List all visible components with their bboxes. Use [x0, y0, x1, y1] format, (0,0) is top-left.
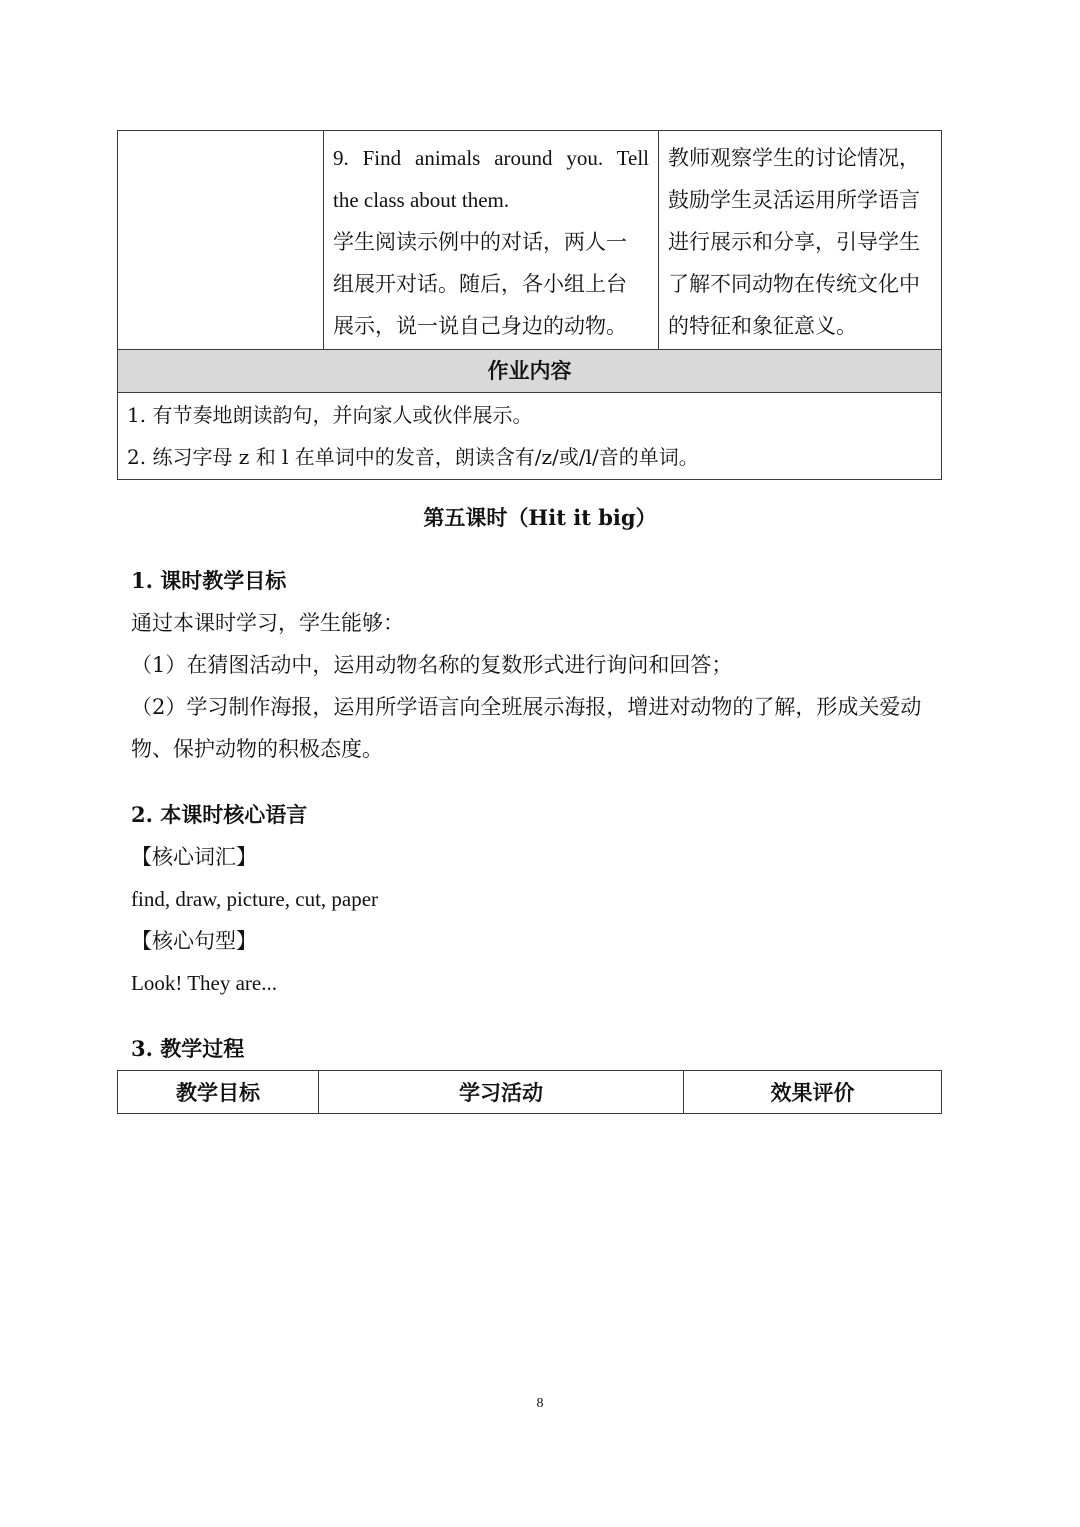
activity-line: 9. Find animals around you. Tell — [333, 146, 649, 170]
evaluation-line: 鼓励学生灵活运用所学语言 — [668, 188, 920, 212]
activity-line: the class about them. — [333, 188, 510, 212]
lesson-four-table-continuation — [117, 130, 942, 480]
evaluation-line: 教师观察学生的讨论情况， — [668, 146, 920, 170]
table-header-row — [118, 1071, 942, 1114]
activity-line: 组展开对话。随后，各小组上台 — [333, 272, 627, 296]
page-number: 8 — [536, 1396, 544, 1411]
column-header-goals: 教学目标 — [118, 1071, 319, 1114]
homework-header: 作业内容 — [118, 350, 942, 393]
section-heading: 1. 课时教学目标 — [131, 568, 287, 593]
homework-item: 1. 有节奏地朗读韵句，并向家人或伙伴展示。 — [127, 403, 533, 427]
homework-body-row — [118, 393, 942, 480]
column-header-activities: 学习活动 — [319, 1071, 684, 1114]
goal-cell-empty — [118, 131, 324, 350]
goals-intro: 通过本课时学习，学生能够： — [131, 611, 404, 635]
evaluation-line: 的特征和象征意义。 — [668, 314, 857, 338]
goal-item: （2）学习制作海报，运用所学语言向全班展示海报，增进对动物的了解，形成关爱动 — [131, 695, 922, 719]
homework-cell — [118, 393, 942, 480]
section-heading: 3. 教学过程 — [131, 1036, 245, 1061]
vocab-list: find, draw, picture, cut, paper — [131, 887, 379, 911]
goal-item: （1）在猜图活动中，运用动物名称的复数形式进行询问和回答； — [131, 653, 733, 677]
lesson-title: 第五课时（Hit it big） — [423, 505, 657, 530]
homework-item: 2. 练习字母 z 和 l 在单词中的发音，朗读含有/z/或/l/音的单词。 — [127, 445, 699, 469]
table-row — [118, 131, 942, 350]
pattern-label: 【核心句型】 — [131, 929, 257, 953]
teaching-process-table — [117, 1070, 942, 1114]
evaluation-cell — [659, 131, 942, 350]
section-heading: 2. 本课时核心语言 — [131, 802, 308, 827]
vocab-label: 【核心词汇】 — [131, 845, 257, 869]
homework-header-row — [118, 350, 942, 393]
column-header-evaluation: 效果评价 — [684, 1071, 942, 1114]
activity-cell — [324, 131, 659, 350]
sentence-pattern: Look! They are... — [131, 971, 277, 995]
section-teaching-goals — [131, 560, 961, 770]
section-teaching-process — [131, 1028, 961, 1070]
section-core-language — [131, 794, 961, 1004]
goal-item-continuation: 物、保护动物的积极态度。 — [131, 737, 383, 761]
evaluation-line: 了解不同动物在传统文化中 — [668, 272, 920, 296]
activity-line: 学生阅读示例中的对话，两人一 — [333, 230, 627, 254]
evaluation-line: 进行展示和分享，引导学生 — [668, 230, 920, 254]
activity-line: 展示，说一说自己身边的动物。 — [333, 314, 627, 338]
